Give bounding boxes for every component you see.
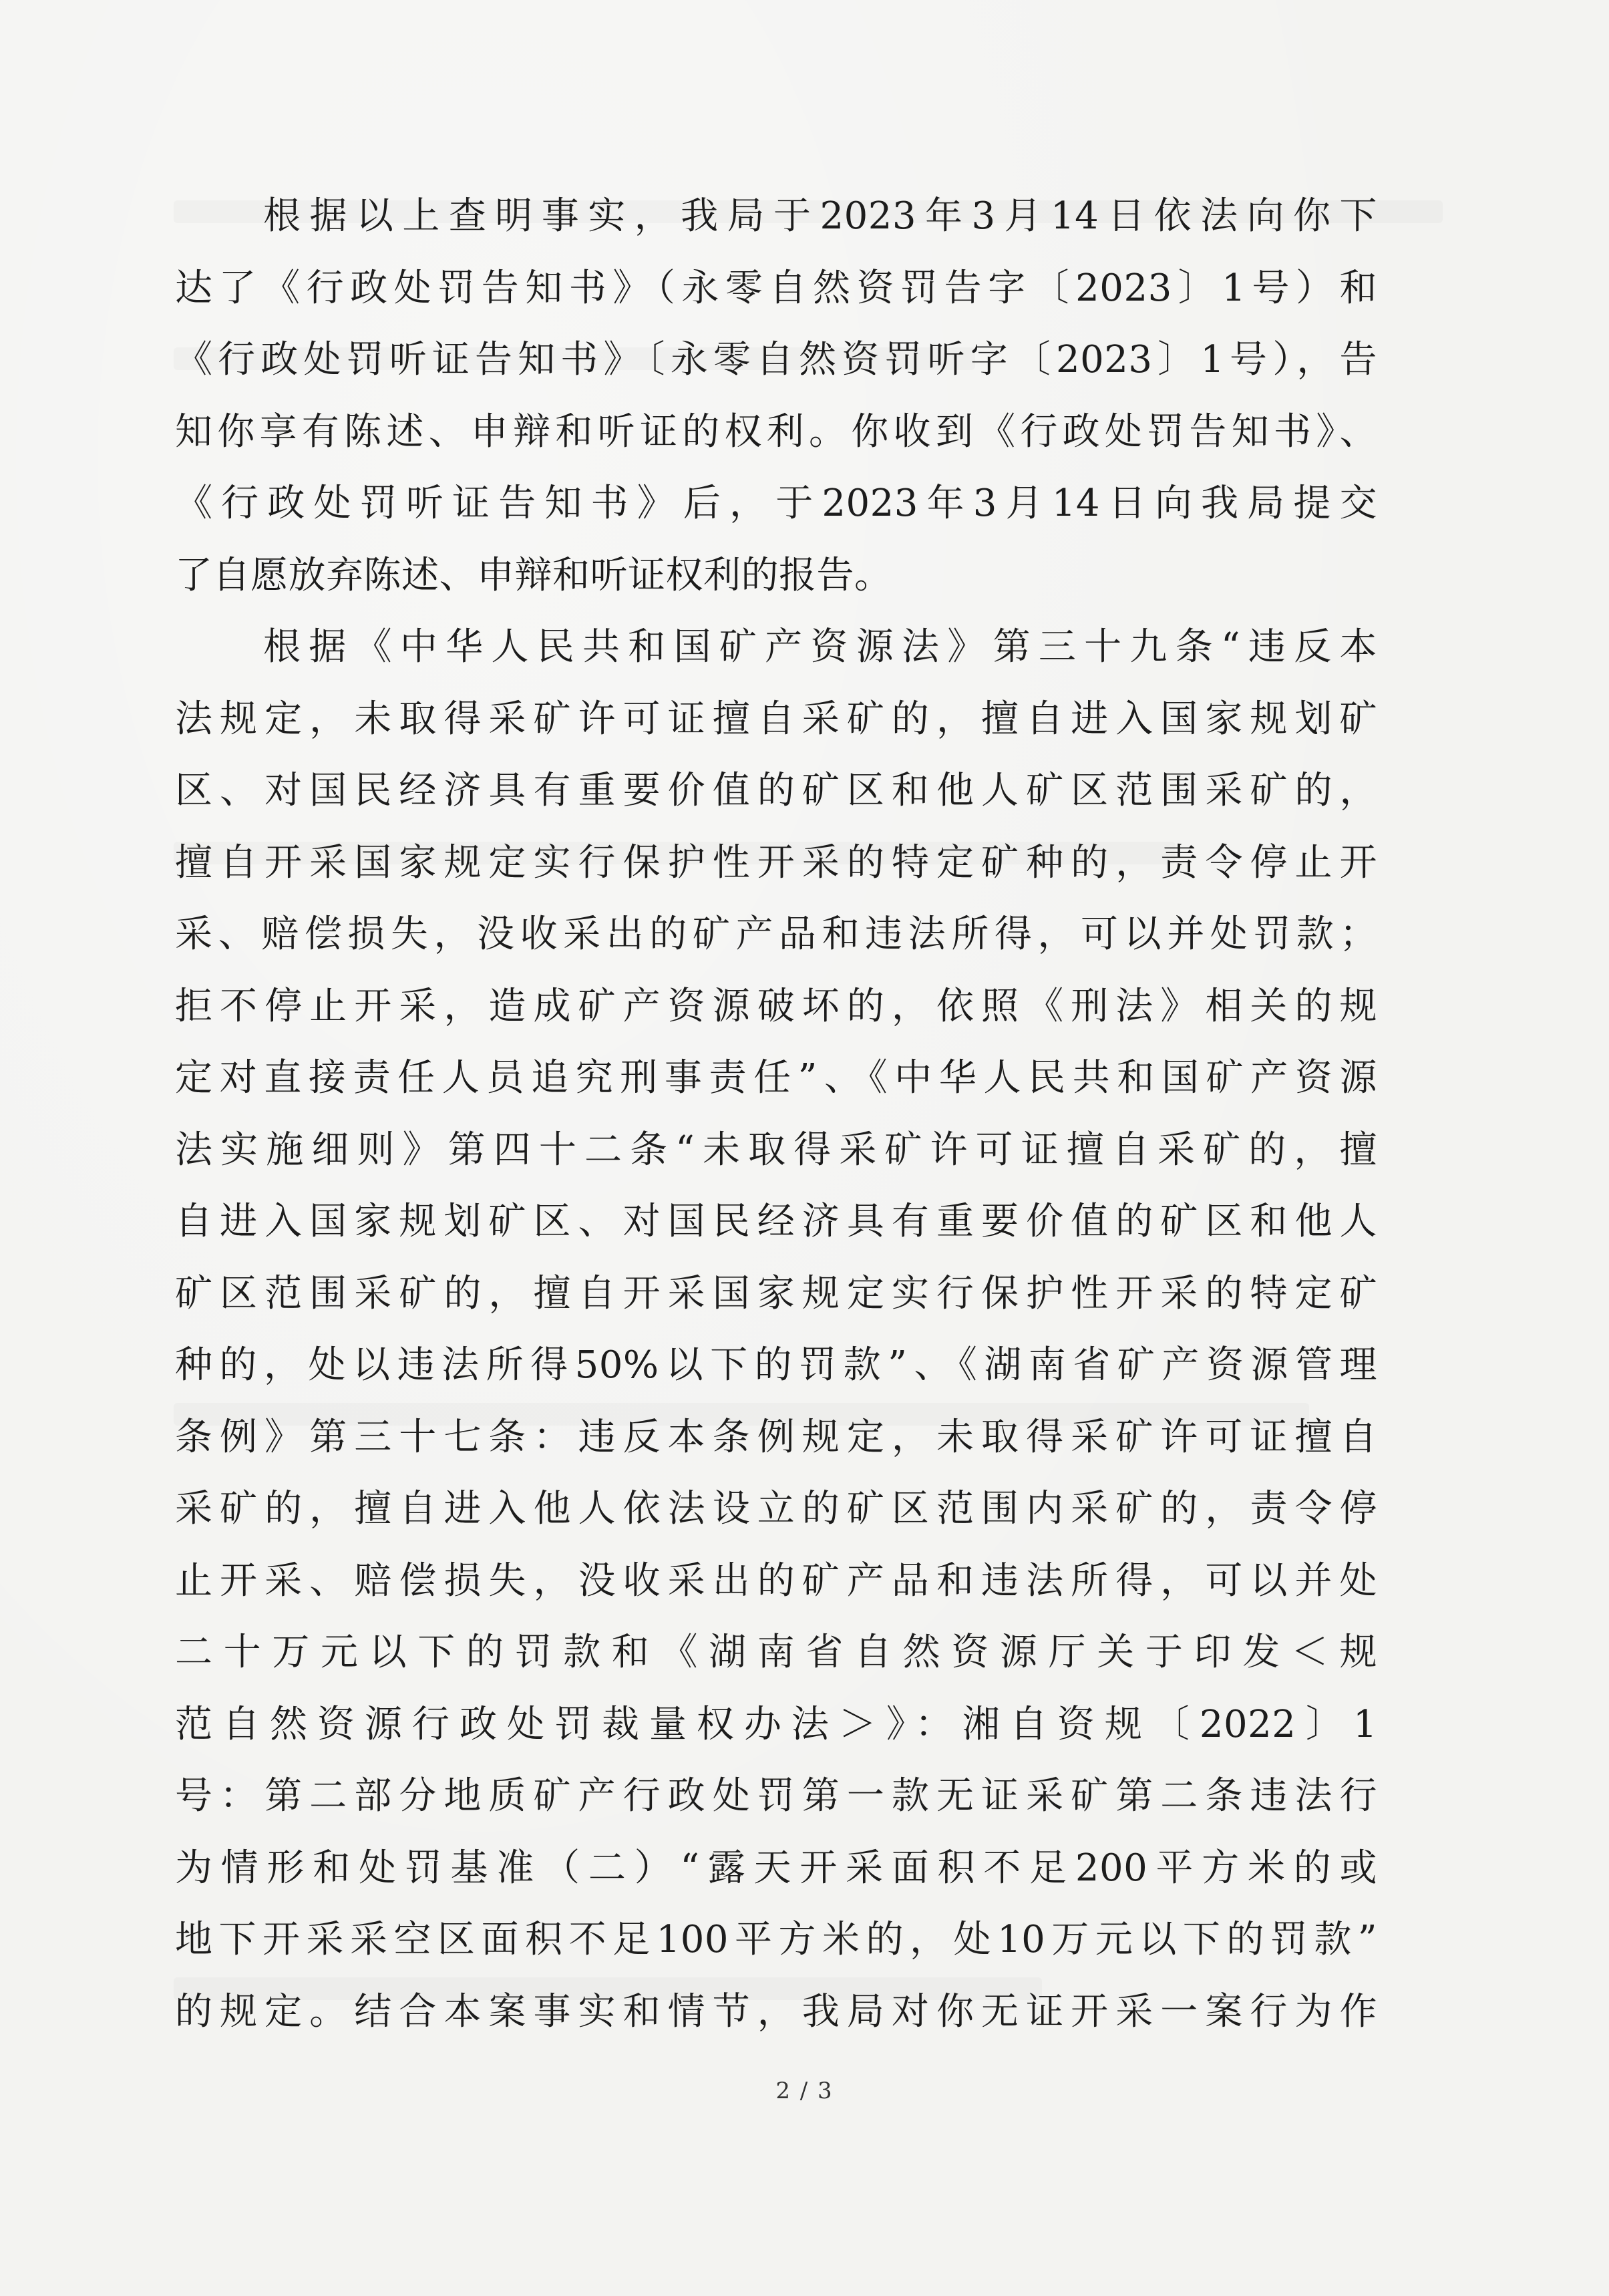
paragraph-2-line: 号：第二部分地质矿产行政处罚第一款无证采矿第二条违法行 [175,1774,1377,1818]
paragraph-1-line: 《行政处罚听证告知书》〔永零自然资罚听字〔2023〕1号），告 [175,338,1377,381]
paragraph-2-line: 根据《中华人民共和国矿产资源法》第三十九条“违反本 [263,625,1377,669]
paragraph-2-line: 擅自开采国家规定实行保护性开采的特定矿种的，责令停止开 [175,840,1377,884]
paragraph-1-line: 根据以上查明事实，我局于2023年3月14日依法向你下 [263,194,1377,238]
paragraph-2-line: 自进入国家规划矿区、对国民经济具有重要价值的矿区和他人 [175,1200,1377,1243]
paragraph-1-line: 《行政处罚听证告知书》后，于2023年3月14日向我局提交 [175,482,1377,525]
paragraph-2-line: 二十万元以下的罚款和《湖南省自然资源厅关于印发＜规 [175,1631,1377,1674]
paragraph-2-line: 为情形和处罚基准（二）“露天开采面积不足200平方米的或 [175,1846,1377,1890]
paragraph-2-line: 法实施细则》第四十二条“未取得采矿许可证擅自采矿的，擅 [175,1128,1377,1172]
paragraph-2-line: 矿区范围采矿的，擅自开采国家规定实行保护性开采的特定矿 [175,1271,1377,1315]
paragraph-2-line: 定对直接责任人员追究刑事责任”、《中华人民共和国矿产资源 [175,1056,1377,1100]
paragraph-2-line: 采矿的，擅自进入他人依法设立的矿区范围内采矿的，责令停 [175,1487,1377,1530]
document-body [175,180,1377,2047]
paragraph-2-line: 地下开采采空区面积不足100平方米的，处10万元以下的罚款” [175,1918,1377,1961]
paragraph-2-line: 区、对国民经济具有重要价值的矿区和他人矿区范围采矿的， [175,769,1377,812]
paragraph-2-line: 范自然资源行政处罚裁量权办法＞》：湘自资规〔2022〕1 [175,1702,1377,1746]
paragraph-2-line: 的规定。结合本案事实和情节，我局对你无证开采一案行为作 [175,1989,1377,2033]
paragraph-1-line: 达了《行政处罚告知书》（永零自然资罚告字〔2023〕1号）和 [175,266,1377,310]
paragraph-1-line: 知你享有陈述、申辩和听证的权利。你收到《行政处罚告知书》、 [175,409,1377,454]
paragraph-2-line: 条例》第三十七条：违反本条例规定，未取得采矿许可证擅自 [175,1415,1377,1459]
paragraph-2-line: 止开采、赔偿损失，没收采出的矿产品和违法所得，可以并处 [175,1559,1377,1603]
paragraph-2-line: 种的，处以违法所得50%以下的罚款”、《湖南省矿产资源管理 [175,1343,1377,1387]
paragraph-2-line: 采、赔偿损失，没收采出的矿产品和违法所得，可以并处罚款； [175,913,1377,956]
paragraph-2-line: 法规定，未取得采矿许可证擅自采矿的，擅自进入国家规划矿 [175,697,1377,741]
page-number: 2 / 3 [775,2078,834,2104]
paragraph-1-line: 了自愿放弃陈述、申辩和听证权利的报告。 [175,553,892,597]
paragraph-2-line: 拒不停止开采，造成矿产资源破坏的，依照《刑法》相关的规 [175,984,1377,1028]
